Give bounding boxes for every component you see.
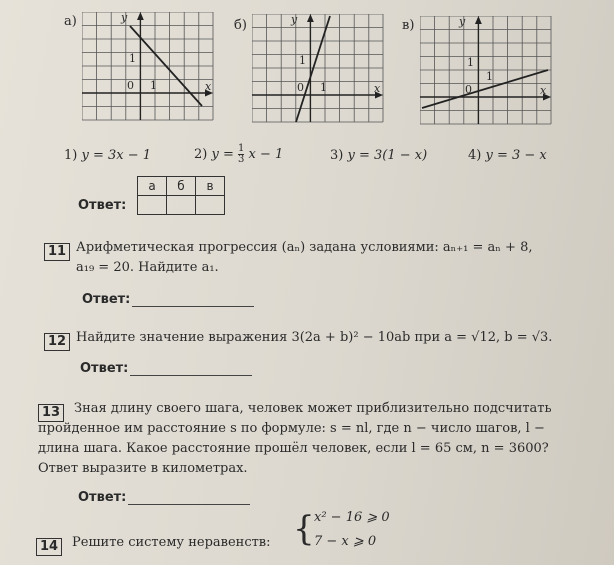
graph-a-y-label: y <box>121 11 128 24</box>
inequality-2: 7 − x ⩾ 0 <box>314 534 377 549</box>
graph-b-label: б) <box>234 18 247 33</box>
answer-table-header-v: в <box>196 177 225 196</box>
answer-table-header-a: а <box>138 177 167 196</box>
graph-a-origin-label: 0 <box>127 79 134 92</box>
problem-12-line-1: Найдите значение выражения 3(2a + b)² − 10ab при a = √12, b = √3. <box>76 330 553 345</box>
option-2-fraction: $\frac{1}{3}$ <box>238 143 245 165</box>
graph-v-x1-label: 1 <box>486 70 493 83</box>
problem-11-answer[interactable]: Ответ: <box>82 292 254 307</box>
problem-14-text: Решите систему неравенств: <box>72 535 271 550</box>
problem-11-number: 11 <box>44 240 70 261</box>
graph-b-y1-label: 1 <box>299 54 306 67</box>
problem-13-line-3: длина шага. Какое расстояние прошёл человек, если l = 65 см, n = 3600? <box>38 441 549 456</box>
problem-13-line-4: Ответ выразите в километрах. <box>38 461 248 476</box>
inequality-1: x² − 16 ⩾ 0 <box>314 510 390 525</box>
graph-a-x-label: x <box>205 80 212 93</box>
problem-13-line-1: Зная длину своего шага, человек может приблизительно подсчитать <box>74 401 552 416</box>
answer-table <box>137 176 225 215</box>
graph-a-y1-label: 1 <box>129 52 136 65</box>
graph-v-x-label: x <box>540 84 547 97</box>
problem-13-number: 13 <box>38 401 64 422</box>
problem-11-text <box>76 238 596 278</box>
graph-v-y-label: y <box>459 15 466 28</box>
problem-12-answer[interactable]: Ответ: <box>80 361 252 376</box>
problem-13-line-2: пройденное им расстояние s по формуле: s = nl, где n − число шагов, l − <box>38 421 545 436</box>
graph-v-y1-label: 1 <box>467 56 474 69</box>
answer-table-header-b: б <box>167 177 196 196</box>
graph-b-x1-label: 1 <box>320 81 327 94</box>
answer-cell-b[interactable] <box>167 196 196 215</box>
graph-v-line <box>422 70 548 108</box>
graph-a-x1-label: 1 <box>150 79 157 92</box>
graph-a <box>82 12 214 124</box>
formula-options <box>64 143 564 170</box>
option-4: 4) y = 3 − x <box>468 148 547 163</box>
graph-v-label: в) <box>402 18 415 33</box>
graph-b-y-label: y <box>291 13 298 26</box>
answer-table-label: Ответ: <box>78 198 127 213</box>
answer-cell-v[interactable] <box>196 196 225 215</box>
graph-v-origin-label: 0 <box>465 83 472 96</box>
option-2: 2) y = $\frac{1}{3}$ x − 1 <box>194 143 284 165</box>
graph-b-x-label: x <box>374 82 381 95</box>
graph-b <box>252 14 384 126</box>
graph-a-label: а) <box>64 14 77 29</box>
problem-12-text <box>76 328 601 348</box>
problem-12-number: 12 <box>44 330 70 351</box>
answer-cell-a[interactable] <box>138 196 167 215</box>
graph-b-origin-label: 0 <box>297 81 304 94</box>
option-3: 3) y = 3(1 − x) <box>330 148 428 163</box>
system-brace: { <box>293 509 315 549</box>
option-1: 1) y = 3x − 1 <box>64 148 152 163</box>
problem-11-line-2: a₁₉ = 20. Найдите a₁. <box>76 260 219 275</box>
problem-13-answer[interactable]: Ответ: <box>78 490 250 505</box>
problem-11-line-1: Арифметическая прогрессия (aₙ) задана условиями: aₙ₊₁ = aₙ + 8, <box>76 240 533 255</box>
problem-14-number: 14 <box>36 535 62 556</box>
problem-13-text <box>38 399 598 479</box>
